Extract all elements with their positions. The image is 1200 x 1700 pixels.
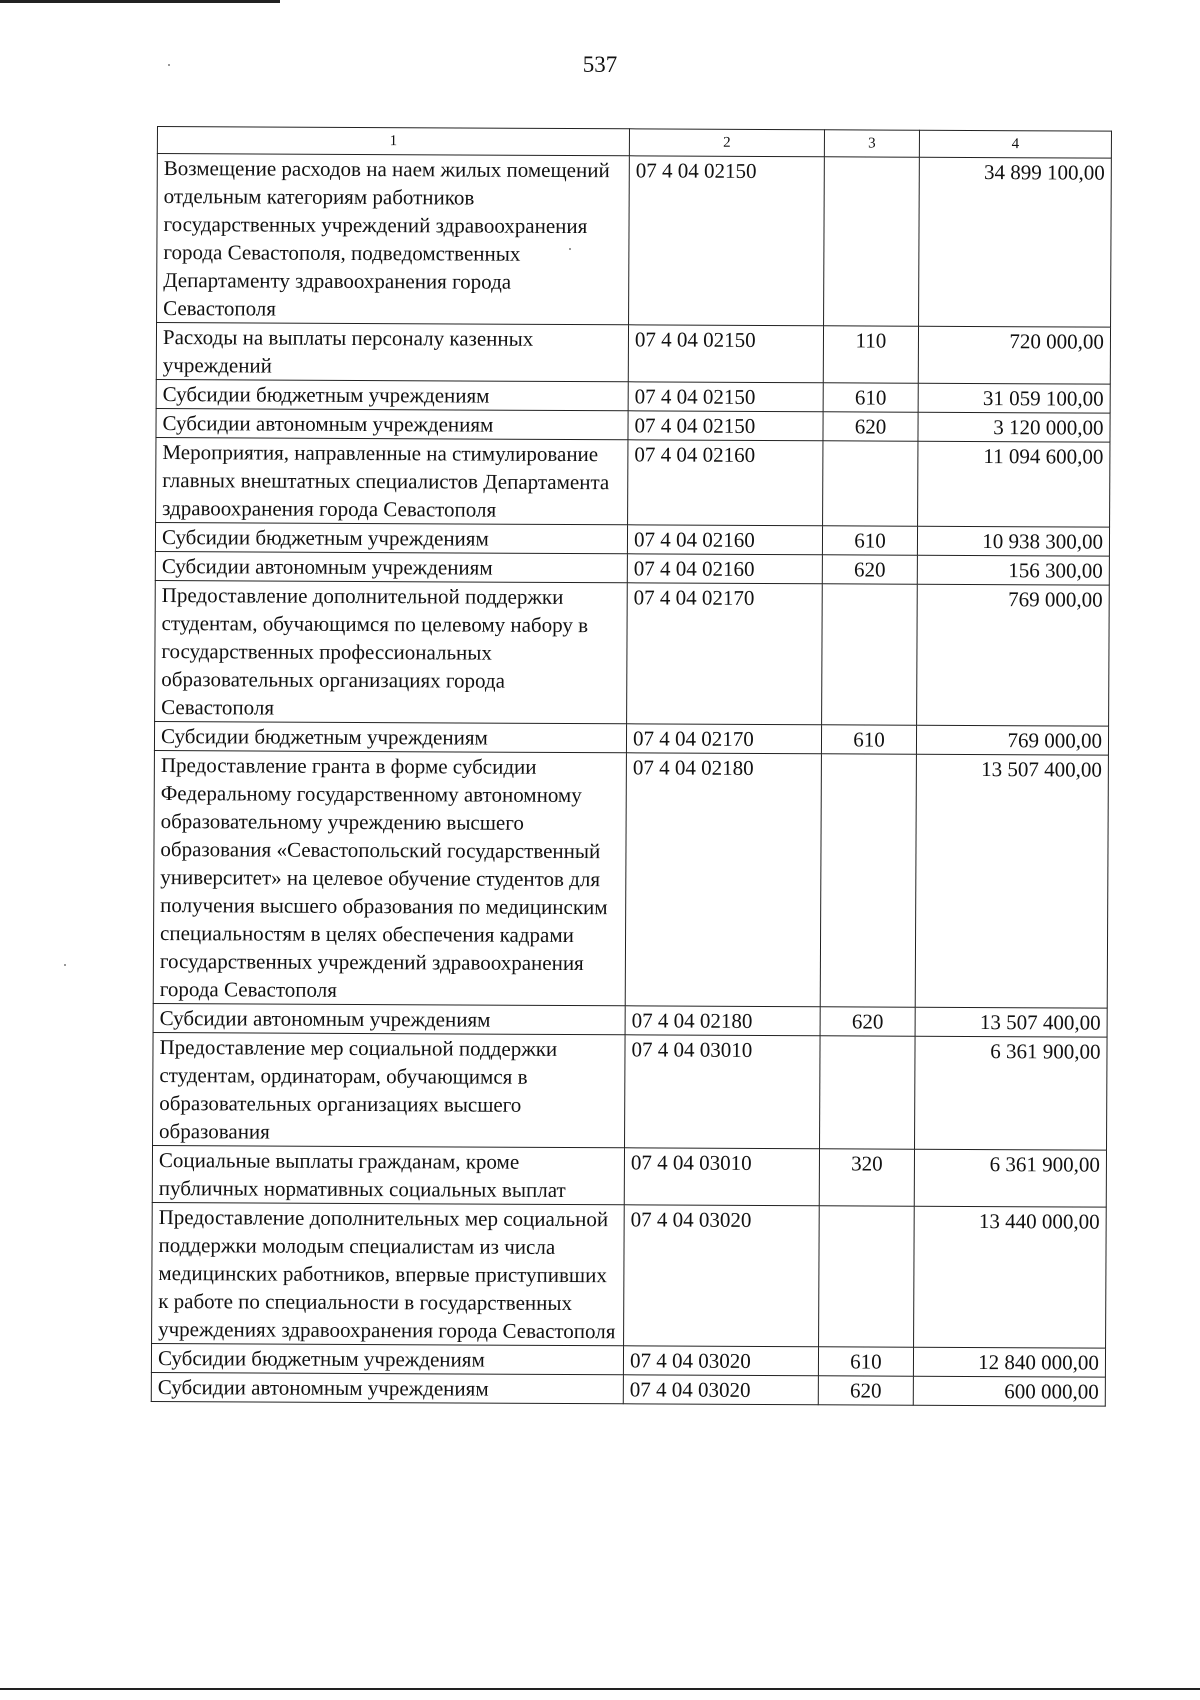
row-name: Субсидии автономным учреждениям bbox=[155, 551, 627, 582]
row-code: 07 4 04 03020 bbox=[623, 1346, 818, 1376]
page-number: 537 bbox=[582, 52, 618, 77]
table-row bbox=[156, 408, 1110, 442]
row-expense-type: 610 bbox=[823, 383, 918, 412]
row-name: Субсидии бюджетным учреждениям bbox=[155, 522, 627, 553]
row-code: 07 4 04 02160 bbox=[627, 554, 822, 584]
row-amount: 6 361 900,00 bbox=[914, 1149, 1106, 1207]
budget-table bbox=[151, 126, 1112, 1407]
row-expense-type bbox=[823, 441, 918, 526]
row-expense-type: 620 bbox=[818, 1376, 913, 1405]
row-code: 07 4 04 02150 bbox=[628, 411, 823, 441]
row-name: Предоставление дополнительных мер социальной поддержки молодым специалистам из числа медицинских работников, впервые приступивших к работе по специальности в государственных учреждениях здравоохранения города Севастополя bbox=[152, 1202, 625, 1345]
row-expense-type bbox=[822, 584, 918, 725]
column-header-3: 3 bbox=[824, 130, 919, 157]
table-body bbox=[151, 154, 1111, 1407]
row-expense-type bbox=[820, 1036, 916, 1149]
row-expense-type: 620 bbox=[822, 555, 917, 584]
column-header-4: 4 bbox=[919, 130, 1111, 158]
row-code: 07 4 04 02180 bbox=[625, 753, 821, 1007]
row-name: Предоставление дополнительной поддержки студентам, обучающимся по целевому набору в государственных профессиональных образовательных организациях города Севастополя bbox=[155, 580, 628, 723]
row-name: Предоставление гранта в форме субсидии Федеральному государственному автономному образовательному учреждению высшего образования «Севастопольский государственный университет» на целевое обучение студентов для получения высшего образования по медицинским специальностям в целях обеспечения кадрами государственных учреждений здравоохранения города Севастополя bbox=[153, 750, 626, 1005]
row-name: Субсидии бюджетным учреждениям bbox=[154, 721, 626, 752]
row-code: 07 4 04 02160 bbox=[628, 440, 823, 526]
row-expense-type: 620 bbox=[820, 1007, 915, 1036]
row-expense-type bbox=[819, 1206, 915, 1347]
table-row bbox=[155, 580, 1110, 726]
table-row bbox=[152, 1202, 1107, 1348]
row-expense-type bbox=[820, 754, 916, 1007]
row-amount: 10 938 300,00 bbox=[917, 526, 1109, 556]
row-name: Субсидии автономным учреждениям bbox=[153, 1003, 625, 1034]
table-row bbox=[156, 323, 1110, 385]
row-code: 07 4 04 02170 bbox=[626, 724, 821, 754]
table-row bbox=[153, 1003, 1107, 1037]
scan-edge-bottom bbox=[0, 1688, 1200, 1690]
row-amount: 6 361 900,00 bbox=[915, 1036, 1108, 1150]
row-expense-type: 610 bbox=[822, 526, 917, 555]
row-amount: 769 000,00 bbox=[917, 584, 1110, 726]
row-expense-type: 610 bbox=[818, 1347, 913, 1376]
row-code: 07 4 04 02180 bbox=[625, 1006, 820, 1036]
scan-edge-top bbox=[0, 0, 280, 3]
row-code: 07 4 04 03010 bbox=[625, 1035, 821, 1149]
row-amount: 769 000,00 bbox=[916, 725, 1108, 755]
row-name: Субсидии бюджетным учреждениям bbox=[151, 1343, 623, 1374]
table-row bbox=[156, 437, 1110, 527]
table-row bbox=[155, 551, 1109, 585]
row-code: 07 4 04 03020 bbox=[623, 1375, 818, 1405]
row-expense-type: 610 bbox=[821, 725, 916, 754]
row-name: Расходы на выплаты персоналу казенных учреждений bbox=[156, 323, 628, 382]
row-amount: 31 059 100,00 bbox=[918, 383, 1110, 413]
row-code: 07 4 04 02150 bbox=[628, 382, 823, 412]
row-code: 07 4 04 02160 bbox=[627, 525, 822, 555]
row-code: 07 4 04 03010 bbox=[624, 1148, 819, 1206]
row-code: 07 4 04 03020 bbox=[624, 1205, 820, 1347]
row-amount: 720 000,00 bbox=[918, 326, 1110, 384]
row-code: 07 4 04 02170 bbox=[627, 583, 823, 725]
row-name: Предоставление мер социальной поддержки студентам, ординаторам, обучающимся в образовательных организациях высшего образования bbox=[153, 1032, 626, 1147]
table-row bbox=[154, 721, 1108, 755]
row-amount: 12 840 000,00 bbox=[913, 1347, 1105, 1377]
row-name: Субсидии автономным учреждениям bbox=[156, 408, 628, 439]
row-amount: 13 440 000,00 bbox=[914, 1206, 1107, 1348]
table-row bbox=[153, 750, 1108, 1008]
row-amount: 11 094 600,00 bbox=[918, 441, 1110, 527]
scan-speck bbox=[64, 964, 66, 966]
row-name: Возмещение расходов на наем жилых помещений отдельным категориям работников государственных учреждений здравоохранения города Севастополя, подведомственных Департаменту здравоохранения города Севастополя bbox=[157, 154, 630, 325]
column-header-1: 1 bbox=[157, 127, 629, 156]
table-row bbox=[152, 1145, 1106, 1207]
row-code: 07 4 04 02150 bbox=[629, 156, 825, 326]
row-name: Социальные выплаты гражданам, кроме публичных нормативных социальных выплат bbox=[152, 1145, 624, 1204]
table-row bbox=[156, 379, 1110, 413]
row-name: Мероприятия, направленные на стимулирование главных внештатных специалистов Департамента здравоохранения города Севастополя bbox=[156, 437, 628, 524]
row-amount: 3 120 000,00 bbox=[918, 412, 1110, 442]
row-amount: 13 507 400,00 bbox=[915, 754, 1108, 1008]
row-expense-type: 320 bbox=[819, 1149, 914, 1206]
row-amount: 600 000,00 bbox=[913, 1376, 1105, 1406]
column-header-2: 2 bbox=[629, 129, 824, 157]
row-amount: 34 899 100,00 bbox=[919, 157, 1112, 327]
table-row bbox=[151, 1343, 1105, 1377]
table-row bbox=[157, 154, 1112, 328]
row-amount: 13 507 400,00 bbox=[915, 1007, 1107, 1037]
row-expense-type: 620 bbox=[823, 412, 918, 441]
row-expense-type: 110 bbox=[823, 326, 918, 383]
table-row bbox=[155, 522, 1109, 556]
row-name: Субсидии бюджетным учреждениям bbox=[156, 379, 628, 410]
table-row bbox=[153, 1032, 1108, 1150]
row-code: 07 4 04 02150 bbox=[628, 325, 823, 383]
row-amount: 156 300,00 bbox=[917, 555, 1109, 585]
table-row bbox=[151, 1372, 1105, 1406]
row-name: Субсидии автономным учреждениям bbox=[151, 1372, 623, 1403]
row-expense-type bbox=[824, 157, 920, 326]
